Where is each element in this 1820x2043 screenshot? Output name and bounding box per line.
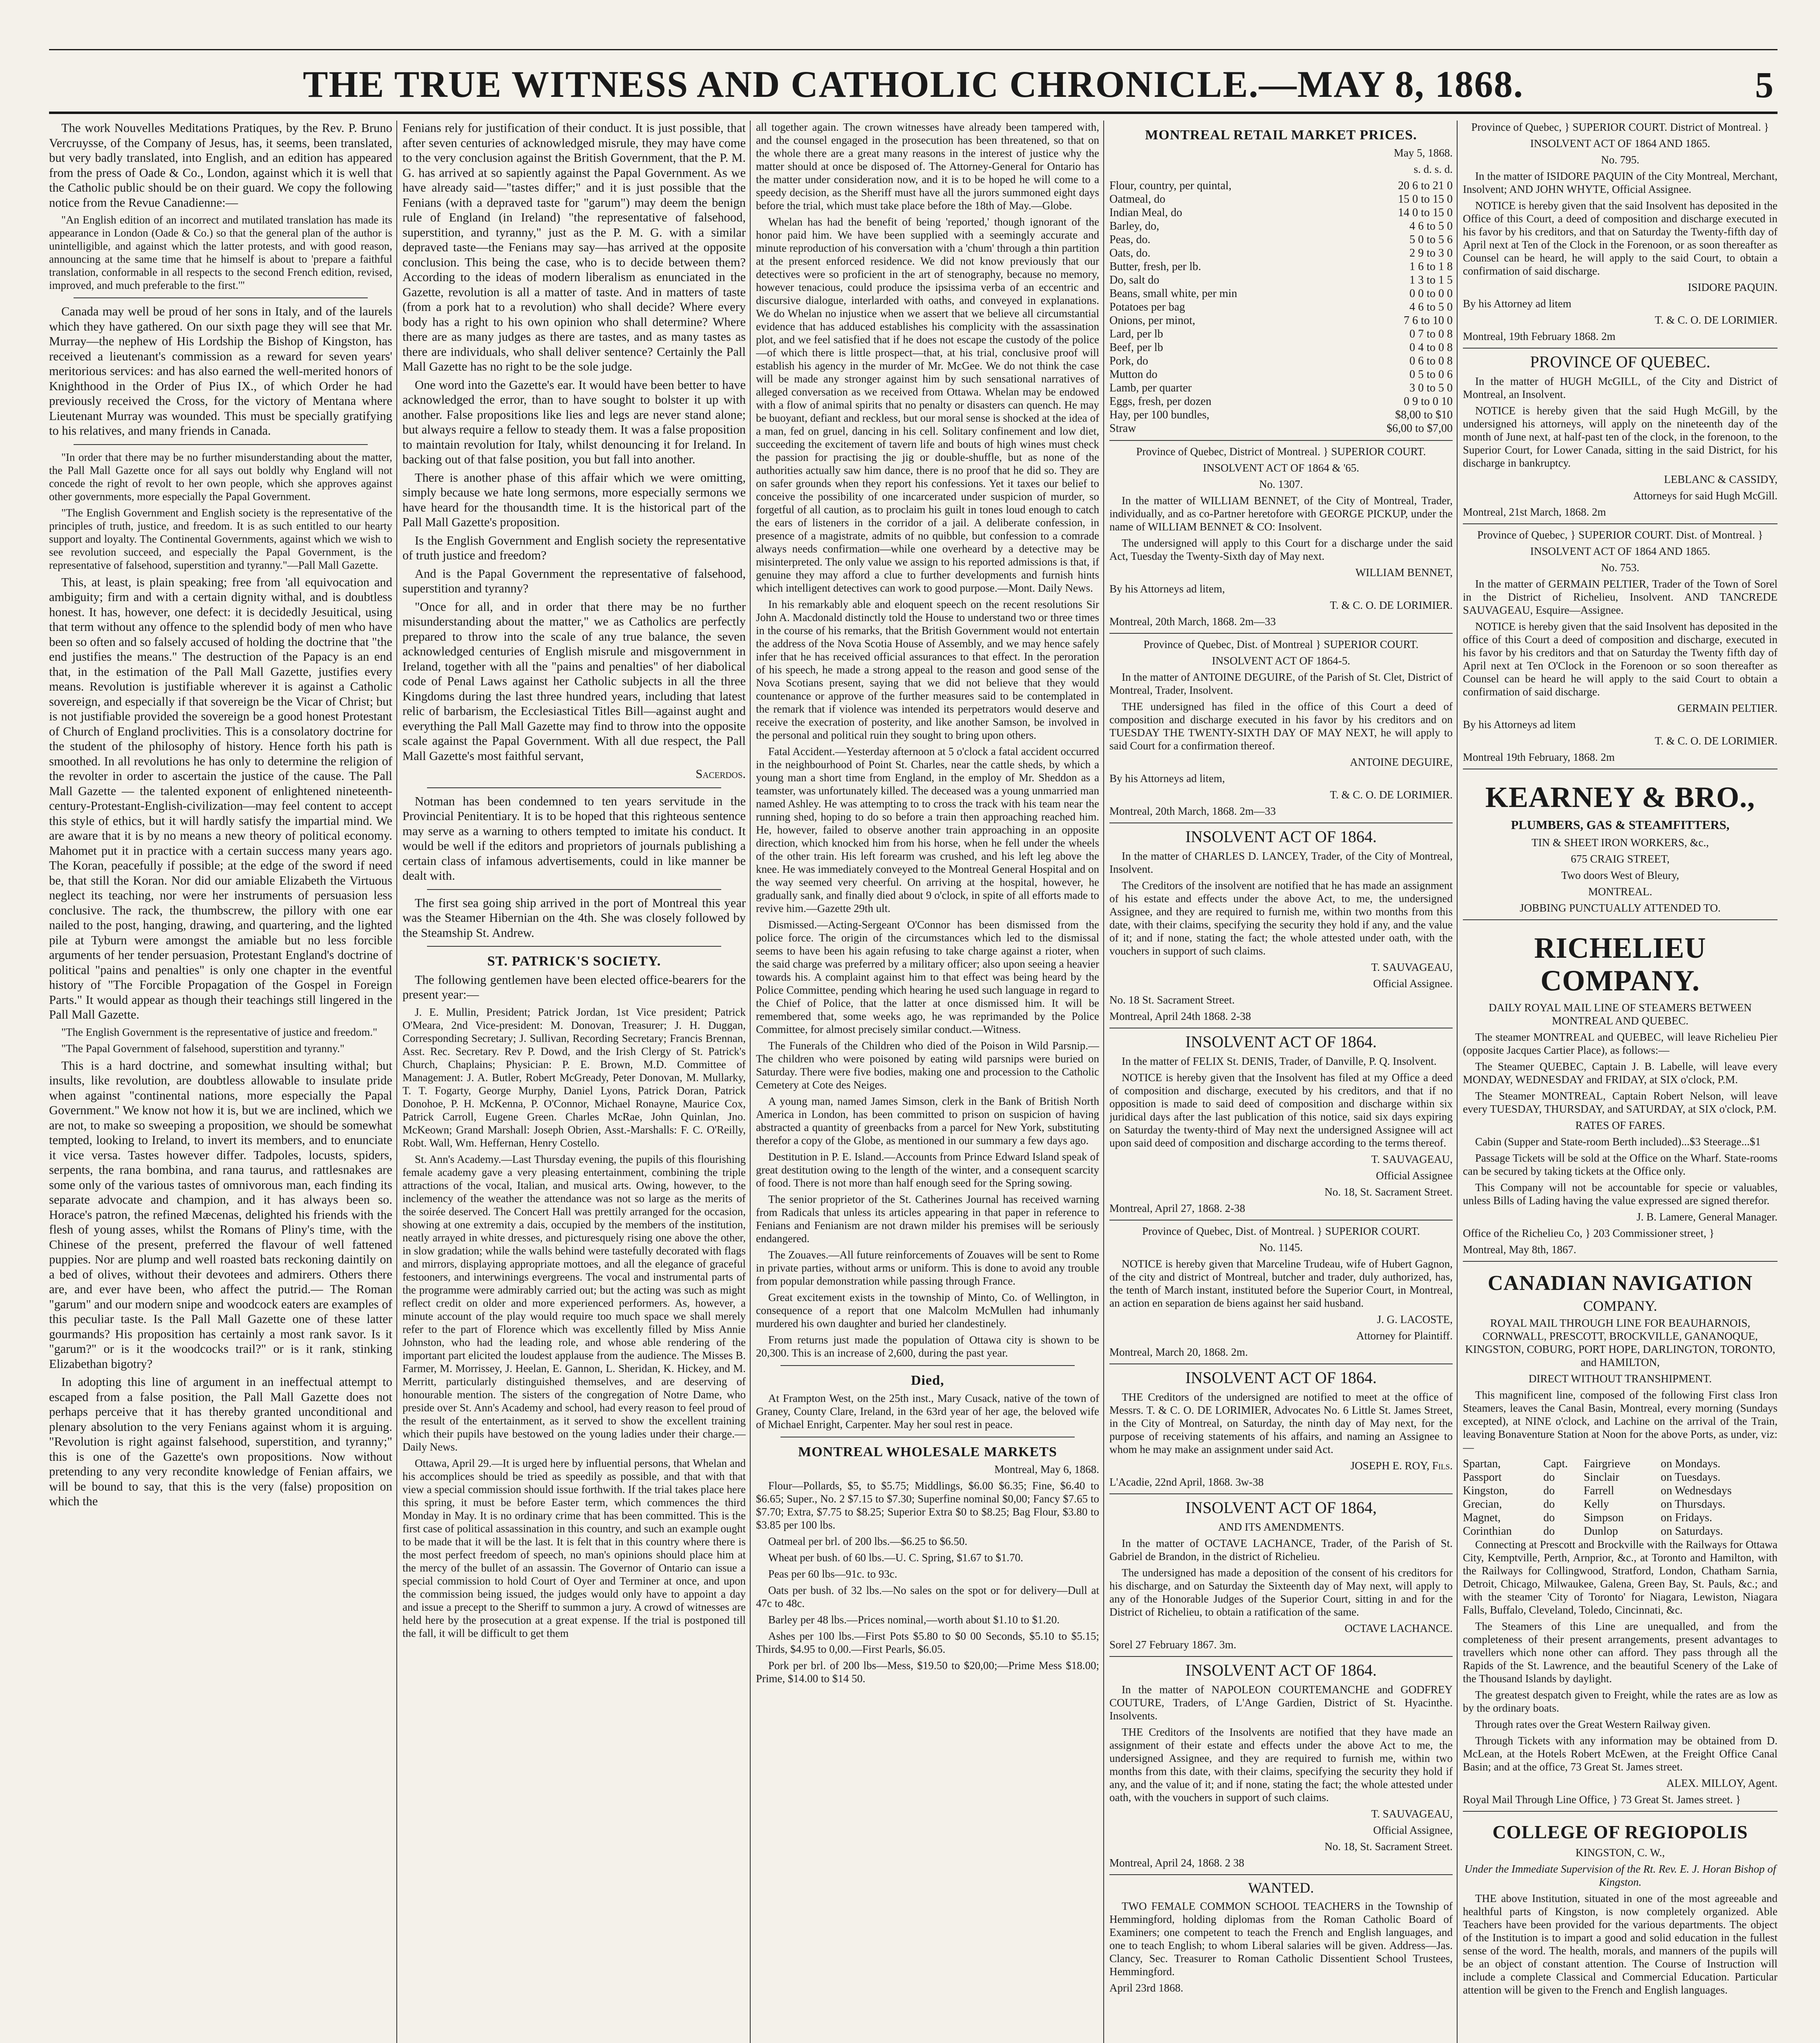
price-value: 1 6 to 1 8	[1409, 260, 1453, 273]
price-item: Oats, do.	[1109, 246, 1151, 259]
column-rule	[1103, 121, 1104, 2043]
divider	[74, 297, 368, 298]
article-paragraph: There is another phase of this affair which we were omitting, simply because we hate long sermons, more especially sermons we have heard for the thousandth time. It is the historical part of the Pall Mall Gazette's proposition.	[402, 470, 746, 529]
notice-date: Montreal, 19th February 1868. 2m	[1463, 330, 1616, 342]
price-value: 3 0 to 5 0	[1409, 381, 1453, 394]
market-date: May 5, 1868.	[1394, 146, 1453, 159]
price-value: 15 0 to 15 0	[1398, 192, 1453, 206]
ad-title: CANADIAN NAVIGATION	[1487, 1271, 1753, 1295]
ad-city: MONTREAL.	[1588, 885, 1652, 898]
schedule-name: Fairgrieve	[1583, 1457, 1631, 1470]
market-date: Montreal, May 6, 1868.	[994, 1463, 1099, 1475]
price-value: 2 9 to 3 0	[1409, 246, 1453, 259]
obituary: At Frampton West, on the 25th inst., Mary Cusack, native of the town of Graney, County Clare, Ireland, in the 63rd year of her age, the beloved wife of Michael Enright, Carpenter. May her soul rest in peace.	[756, 1392, 1099, 1431]
notice-body: In the matter of FELIX St. DENIS, Trader, of Danville, P. Q. Insolvent.	[1122, 1055, 1437, 1067]
notice-signature: ANTOINE DEGUIRE,	[1350, 756, 1453, 768]
price-item: Butter, fresh, per lb.	[1109, 260, 1201, 273]
legal-notice	[1109, 1220, 1453, 1359]
price-item: Mutton do	[1109, 368, 1158, 381]
schedule-row	[1463, 1484, 1778, 1498]
notice-body: In the matter of ANTOINE DEGUIRE, of the Parish of St. Clet, District of Montreal, Trader, Insolvent.	[1109, 671, 1453, 696]
market-line: Oats per bush. of 32 lbs.—No sales on the spot or for delivery—Dull at 47c to 48c.	[756, 1584, 1099, 1609]
article-paragraph: The first sea going ship arrived in the port of Montreal this year was the Steamer Hibernian on the 4th. She was closely followed by the Steamship St. Andrew.	[402, 896, 746, 940]
retail-price-table	[1109, 179, 1453, 435]
column-1	[49, 121, 392, 2043]
legal-notice	[1109, 1028, 1453, 1215]
notice-by: By his Attorney ad litem	[1463, 297, 1572, 310]
price-row	[1109, 354, 1453, 368]
canadian-navigation-advertisement	[1463, 1261, 1778, 1806]
divider	[427, 946, 721, 947]
masthead	[49, 49, 1778, 114]
schedule-day: on Mondays.	[1661, 1457, 1721, 1470]
section-heading: MONTREAL RETAIL MARKET PRICES.	[1145, 127, 1417, 143]
article-paragraph: The senior proprietor of the St. Catherines Journal has received warning from Radicals that unless its articles appearing in that paper in reference to Fenians and Fenianism are not drawn milder his premises will be seriously endangered.	[756, 1193, 1099, 1245]
article-paragraph: Whelan has had the benefit of being 'reported,' though ignorant of the honor paid him. We have been supplied with a seemingly accurate and minute reproduction of his conversation with a 'chum' through a thin partition at the present enforced residence. We did not know previously that our detectives were so proficient in the art of stenography, because no memory, however tenacious, could produce the ipsissima verba of an eccentric and discursive dialogue, interlarded with oaths, and conveyed in explanations. We do Whelan no injustice when we assert that we believe all circumstantial evidence that has adduced establishes his complicity with the assassination plot, and we feel satisfied that if he does not escape the custody of the police—of which there is little prospect—that, at his trial, conclusive proof will establish his agency in the murder of Mr. McGee. We do not think the case will be made any stronger against him by such sensational narratives of alleged conversation as we received from Ottawa. Whelan may be endowed with a flow of animal spirits that no penalty or disasters can quench. He may be buoyant, defiant and reckless, but our moral sense is shocked at the idea of a man, fed on gruel, dancing in his cell. Solitary confinement and low diet, succeeding the excitement of tavern life and bouts of high wines must check the passion for practising the jig or double-shuffle, but as none of the authorities actually saw him dance, there is no proof that he did so. They are on safer grounds when they report his confessions. Yet it taxes our belief to conceive the possibility of one incarcerated under suspicion of murder, so forgetful of all caution, as to proclaim his guilt in tones loud enough to catch the ears of listeners in the corridor of a jail. A deliberate confession, in presence of a magistrate, admits of no quibble, but confession to a comrade always needs confirmation—while one overheard by a detective may be misinterpreted. The only value we assign to his reported admissions is that, if genuine they may afford a clue to further developments and furnish hints which intelligent detectives can work to good purpose.—Mont. Daily News.	[756, 216, 1099, 594]
notice-by: By his Attorneys ad litem,	[1109, 772, 1225, 785]
price-row	[1109, 327, 1453, 341]
ad-body: Passage Tickets will be sold at the Office on the Wharf. State-rooms can be secured by taking tickets at the Office only.	[1463, 1151, 1778, 1177]
ad-body: THE above Institution, situated in one of the most agreeable and healthful parts of Kingston, is now completely organized. Able Teachers have been provided for the various departments. The object of the Institution is to impart a good and solid education in the fullest sense of the word. The health, morals, and manners of the pupils will be an object of constant attention. The Course of Instruction will include a complete Classical and Commercial Education. Particular attention will be given to the French and English languages.	[1463, 1892, 1778, 1996]
notice-role: Official Assignee,	[1373, 1824, 1453, 1836]
article-paragraph: This, at least, is plain speaking; free from 'all equivocation and ambiguity; firm and with a certain dignity withal, and is doubtless honest. It has, however, one defect: it is decidedly Jesuitical, using that term without any offence to the splendid body of men who have been so often and so falsely accused of holding the doctrine that "the end justifies the means." The destruction of the Papacy is an end that, in the estimation of the Pall Mall Gazette, justifies every means. Revolution is justifiable wherever it is against a Catholic sovereign, and especially if that sovereign be the Vicar of Christ; but is not justifiable provided the sovereign be a good honest Protestant of Church of England proclivities. This is a consolatory doctrine for the student of the philosophy of history. Hence forth his path is smoothed. In all revolutions he has only to determine the religion of the revolter in order to ascertain the justice of the cause. The Pall Mall Gazette — the talented exponent of enlightened nineteenth-century-Protestant-English-civilization—may feel content to accept this style of ethics, but it will hardly satisfy the impartial mind. We are aware that it is by no means a new theory of political economy. Mahomet put it in practice with a certain success many years ago. The Koran, peacefully if possible; at the edge of the sword if need be, that still the Koran. Nor did our amiable Elizabeth the Virtuous neglect its teaching, nor were her instruments of persuasion less conclusive. The rack, the thumbscrew, the pillory with one ear nailed to the post, hanging, drawing, and quartering, and the lighted pile at Tyburn were amongst the amiable but no less forcible arguments of her tender persuasion, Protestant England's doctrine of political "pains and penalties" is only one chapter in the eventful history of "The Forcible Propagation of the Gospel in Foreign Parts." It would appear as though their teachings still lingered in the Pall Mall Gazette.	[49, 575, 392, 1022]
price-item: Lard, per lb	[1109, 327, 1163, 340]
section-heading: MONTREAL WHOLESALE MARKETS	[798, 1444, 1057, 1460]
ad-title: KEARNEY & BRO.,	[1485, 781, 1755, 814]
ad-office: Office of the Richelieu Co, } 203 Commissioner street, }	[1463, 1227, 1715, 1239]
schedule-name: Farrell	[1583, 1484, 1614, 1497]
column-2	[402, 121, 746, 2043]
regiopolis-advertisement	[1463, 1811, 1778, 1996]
price-item: Eggs, fresh, per dozen	[1109, 395, 1212, 408]
market-line: Oatmeal per brl. of 200 lbs.—$6.25 to $6.50.	[768, 1535, 968, 1547]
ad-address: 675 CRAIG STREET,	[1571, 852, 1670, 865]
notice-signature: JOSEPH E. ROY, Fils.	[1350, 1459, 1453, 1472]
notice-body: THE undersigned has filed in the office of this Court a deed of composition and discharge executed in his favor by his creditors and on TUESDAY THE TWENTY-SIXTH DAY OF MAY NEXT, he will apply to said Court for a confirmation thereof.	[1109, 700, 1453, 752]
ad-date: April 23rd 1868.	[1109, 1981, 1183, 1994]
price-value: 0 5 to 0 6	[1409, 368, 1453, 381]
schedule-name: Simpson	[1583, 1511, 1624, 1524]
price-item: Potatoes per bag	[1109, 300, 1185, 313]
ad-subtitle: DAILY ROYAL MAIL LINE OF STEAMERS BETWEEN MONTREAL AND QUEBEC.	[1489, 1001, 1752, 1027]
notice-signature: T. SAUVAGEAU,	[1371, 1153, 1453, 1165]
ad-office: Royal Mail Through Line Office, } 73 Great St. James street. }	[1463, 1793, 1741, 1806]
market-line: Ashes per 100 lbs.—First Pots $5.80 to $0 00 Seconds, $5.10 to $5.15; Thirds, $4.95 to 0,00.—First Pearls, $6.05.	[756, 1630, 1099, 1655]
column-5	[1463, 121, 1778, 2043]
notice-signature: OCTAVE LACHANCE.	[1344, 1622, 1453, 1634]
notice-date: Montreal 19th February, 1868. 2m	[1463, 751, 1615, 763]
article-paragraph: In his remarkably able and eloquent speech on the recent resolutions Sir John A. Macdonald distinctly told the House to understand two or three times in the course of his remarks, that the British Government would not entertain the address of the Nova Scotia House of Assembly, and we may hence safely infer that he has received official assurances to that effect. In the peroration of his speech, he made a strong appeal to the reason and good sense of the Nova Scotians present, saying that we did not believe that they would countenance or approve of the further measures said to be contemplated in the remark that if violence was intended its perpetrators would deserve and receive the execration of posterity, and like another Samson, be involved in the personal and political ruin they sought to bring upon others.	[756, 598, 1099, 741]
notice-signature: T. SAUVAGEAU,	[1371, 1807, 1453, 1820]
notice-body: In the matter of GERMAIN PELTIER, Trader of the Town of Sorel in the District of Richelieu, Insolvent. AND TANCREDE SAUVAGEAU, Esquire—Assignee.	[1463, 578, 1778, 616]
schedule-ship: Spartan,	[1463, 1457, 1501, 1470]
notice-date: Montreal, April 24th 1868. 2-38	[1109, 1010, 1251, 1022]
schedule-capt: do	[1543, 1498, 1555, 1511]
notice-number: No. 753.	[1601, 561, 1639, 574]
article-paragraph: The Funerals of the Children who died of the Poison in Wild Parsnip.—The children who were poisoned by eating wild parsnips were buried on Saturday. There were five bodies, making one and procession to the Catholic Cemetery at Cote des Neiges.	[756, 1039, 1099, 1091]
notice-by: By his Attorneys ad litem	[1463, 718, 1576, 731]
notice-signature: ISIDORE PAQUIN.	[1688, 281, 1778, 293]
divider	[427, 889, 721, 890]
notice-body: NOTICE is hereby given that the said Hugh McGill, by the undersigned his attorneys, will apply on the nineteenth day of the month of June next, at half-past ten of the clock, in the forenoon, to the Superior Court, for Lower Canada, sitting in the said District, for his discharge in bankruptcy.	[1463, 405, 1778, 469]
article-paragraph: Great excitement exists in the township of Minto, Co. of Wellington, in consequence of a report that one Malcolm McMullen had inhumanly murdered his own daughter and buried her clandestinely.	[756, 1291, 1099, 1330]
column-rule	[396, 121, 397, 2043]
article-paragraph: A young man, named James Simson, clerk in the Bank of British North America in London, has been committed to prison on suspicion of having abstracted a quantity of greenbacks from a parcel for New York, substituting therefor a copy of the Globe, as mentioned in our summary a few days ago.	[756, 1095, 1099, 1147]
price-item: Do, salt do	[1109, 273, 1160, 286]
article-paragraph: Ottawa, April 29.—It is urged here by influential persons, that Whelan and his accomplices should be tried as speedily as possible, and that with that view a special commission should issue forthwith. If the trial takes place here this spring, it must be before Easter term, which commences the third Monday in May. It is no ordinary crime that has been committed. This is the first case of political assassination in this country, and such an example ought to be made that it will be the last. It is felt that in this country where there is the most perfect freedom of speech, no man's opinions should place him at the mercy of the bullet of an assassin. The Governor of Ontario can issue a special commission to hold Court of Oyer and Terminer at once, and upon the commission being issued, the judges would only have to appoint a day and issue a precept to the Sheriff to summon a jury. A crowd of witnesses are held here by the prosecution at a great expense. If the trial is postponed till the fall, it will be difficult to get them	[402, 1457, 746, 1639]
notice-date: Montreal, 21st March, 1868. 2m	[1463, 506, 1606, 518]
divider	[74, 444, 368, 445]
notice-number: No. 1307.	[1259, 478, 1303, 490]
article-paragraph: all together again. The crown witnesses have already been tampered with, and the counsel engaged in the prosecution has been threatened, so that on the whole there are a great many reasons in the interest of justice why the matter should at once be disposed of. The Attorney-General for Ontario has the matter under consideration now, and it is to be hoped he will come to a speedy decision, as the Sheriff must have all the jurors summoned eight days before the trial, which must take place before the 18th of May.—Globe.	[756, 121, 1099, 212]
schedule-name: Kelly	[1583, 1498, 1609, 1511]
schedule-ship: Passport	[1463, 1471, 1502, 1484]
notice-heading: Province of Quebec, } SUPERIOR COURT. District of Montreal. }	[1471, 121, 1769, 133]
price-item: Pork, do	[1109, 354, 1148, 367]
price-value: 4 6 to 5 0	[1409, 219, 1453, 232]
notice-title: PROVINCE OF QUEBEC.	[1530, 353, 1710, 371]
schedule-day: on Thursdays.	[1661, 1498, 1726, 1511]
ad-title: COLLEGE OF REGIOPOLIS	[1492, 1822, 1748, 1842]
notice-title: INSOLVENT ACT OF 1864-5.	[1212, 654, 1350, 667]
notice-body: In the matter of NAPOLEON COURTEMANCHE and GODFREY COUTURE, Traders, of L'Ange Gardien, District of St. Hyacinthe. Insolvents.	[1109, 1683, 1453, 1722]
legal-notice	[1109, 633, 1453, 818]
notice-body: NOTICE is hereby given that the said Insolvent has deposited in the office of this Court a deed of composition and discharge, executed in his favor by his creditors and that on Saturday the Twenty fifth day of April next at Ten O'Clock in the Forenoon or so soon thereafter as Counsel can be heard he will apply to the said Court to obtain a confirmation of said discharge.	[1463, 620, 1778, 698]
ad-subtitle: ROYAL MAIL THROUGH LINE FOR BEAUHARNOIS, CORNWALL, PRESCOTT, BROCKVILLE, GANANOQUE, KINGSTON, COBURG, PORT HOPE, DARLINGTON, TORONTO, and HAMILTON,	[1465, 1317, 1775, 1368]
notice-role: Official Assignee.	[1373, 977, 1453, 990]
ad-address: Two doors West of Bleury,	[1561, 869, 1679, 881]
notice-signature: T. & C. O. DE LORIMIER.	[1655, 314, 1778, 326]
article-paragraph: Destitution in P. E. Island.—Accounts from Prince Edward Island speak of great destitution owing to the length of the winter, and a consequent scarcity of food. There is not more than half enough seed for the Spring sowing.	[756, 1151, 1099, 1189]
quote-paragraph: "In order that there may be no further misunderstanding about the matter, the Pall Mall Gazette once for all says out boldly why England will not concede the right of revolt to her own people, which she approves against other governments, more especially the Papal Government.	[49, 451, 392, 503]
price-units: s. d. s. d.	[1413, 163, 1453, 175]
price-row	[1109, 273, 1453, 287]
ad-title: RICHELIEU COMPANY.	[1534, 931, 1706, 997]
price-value: 5 0 to 5 6	[1409, 233, 1453, 246]
article-paragraph: The Zouaves.—All future reinforcements of Zouaves will be sent to Rome in private parties, without arms or uniform. This is done to avoid any trouble from popular demonstration while passing through France.	[756, 1249, 1099, 1287]
price-value: 4 6 to 5 0	[1409, 300, 1453, 313]
article-paragraph: This is a hard doctrine, and somewhat insulting withal; but insults, like revolution, are doubtless allowable to insulate pride when against "continental nations, more especially the Papal Government." We know not how it is, but we are inclined, which we are not, to make so sweeping a proposition, we should be somewhat tempted, looking to Ireland, to invert its members, and to enunciate it vice versa. Tastes however differ. Tadpoles, locusts, spiders, serpents, the rana bombina, and rana taurus, and rattlesnakes are some only of the various tastes of omnivorous man, each finding its separate advocate and champion, and it has always been so. Horace's patron, the refined Mæcenas, delighted his friends with the flesh of young asses, whilst the Romans of Pliny's time, with the Chinese of the present, preferred the flavour of well fattened puppies. Nor are plump and well roasted bats reckoning daintily on a bed of olives, without their devotees and admirers. Others there are, and ever have been, who affect the putrid.— The Roman "garum" and our modern snipe and woodcock eaters are examples of this peculiar taste. Is the Pall Mall Gazette one of these latter gourmands? His proposition has certainly a most rank savor. Is it "garum?" or is it the woodcocks trail?" or is it rank, stinking Elizabethan bigotry?	[49, 1058, 392, 1371]
price-value: $8,00 to $10	[1395, 408, 1453, 421]
price-value: 20 6 to 21 0	[1398, 179, 1453, 192]
ad-signature: J. B. Lamere, General Manager.	[1637, 1210, 1778, 1223]
schedule-day: on Fridays.	[1661, 1511, 1713, 1524]
ad-rates: Cabin (Supper and State-room Berth included)...$3 Steerage...$1	[1475, 1135, 1761, 1148]
market-line: Flour—Pollards, $5, to $5.75; Middlings, $6.00 $6.35; Fine, $6.40 to $6.65; Super., No. 2 $7.15 to $7.30; Superfine nominal $0,00; Fancy $7.65 to $7.70; Extra, $7.75 to $8.25; Superior Extra $0 to $8.25; Bag Flour, $3.80 to $3.85 per 100 lbs.	[756, 1480, 1099, 1531]
price-row	[1109, 233, 1453, 246]
article-paragraph: The work Nouvelles Meditations Pratiques, by the Rev. P. Bruno Vercruysse, of the Company of Jesus, has, it seems, been translated, but very badly translated, into English, and an edition has appeared from the press of Oade & Co., London, against which it is well that the Catholic public should be on their guard. We copy the following notice from the Revue Canadienne:—	[49, 121, 392, 210]
quote-paragraph: "The English Government is the representative of justice and freedom."	[61, 1026, 378, 1038]
price-row	[1109, 260, 1453, 273]
divider	[427, 787, 721, 788]
price-item: Beans, small white, per min	[1109, 287, 1237, 300]
price-row	[1109, 219, 1453, 233]
newspaper-title: THE TRUE WITNESS AND CATHOLIC CHRONICLE.—MAY 8, 1868.	[303, 63, 1524, 105]
steamer-schedule-table	[1463, 1457, 1778, 1538]
notice-heading: Province of Quebec, } SUPERIOR COURT. Dist. of Montreal. }	[1477, 529, 1763, 541]
article-paragraph: In adopting this line of argument in an ineffectual attempt to escaped from a false position, the Pall Mall Gazette does not perhaps perceive that it has thereby granted unconditional and plenary absolution to the very Fenians against whom it is arguing. "Revolution is right against falsehood, superstition, and tyranny;" this is one of the Gazette's own propositions. Now without pretending to any very recondite knowledge of Fenian affairs, we will be bound to say, that this is the very (false) proposition on which the	[49, 1375, 392, 1508]
notice-role: Attorneys for said Hugh McGill.	[1633, 490, 1778, 502]
price-item: Lamb, per quarter	[1109, 381, 1192, 394]
divider	[780, 1365, 1075, 1366]
legal-notice	[1109, 823, 1453, 1023]
ad-body: The steamer MONTREAL and QUEBEC, will leave Richelieu Pier (opposite Jacques Cartier Place), as follows:—	[1463, 1030, 1778, 1056]
schedule-ship: Grecian,	[1463, 1498, 1502, 1511]
article-paragraph: Is the English Government and English society the representative of truth justice and freedom?	[402, 533, 746, 562]
notice-date: Montreal, 20th March, 1868. 2m—33	[1109, 615, 1276, 628]
notice-body: In the matter of CHARLES D. LANCEY, Trader, of the City of Montreal, Insolvent.	[1109, 849, 1453, 875]
notice-heading: Province of Quebec, Dist. of Montreal. } SUPERIOR COURT.	[1142, 1225, 1420, 1237]
price-value: 1 3 to 1 5	[1409, 273, 1453, 286]
schedule-ship: Kingston,	[1463, 1484, 1508, 1497]
ad-body: This Company will not be accountable for specie or valuables, unless Bills of Lading having the value expressed are signed therefor.	[1463, 1181, 1778, 1207]
notice-title: INSOLVENT ACT OF 1864.	[1185, 1368, 1377, 1387]
ad-subtitle: PLUMBERS, GAS & STEAMFITTERS,	[1511, 818, 1730, 832]
article-paragraph: One word into the Gazette's ear. It would have been better to have acknowledged the error, than to have sought to bolster it up with another. False propositions like lies and legs are never stand alone; but always require a fellow to steady them. It was a false proposition to maintain revolution for Italy, whilst denouncing it for Ireland. In backing out of that false position, you but fall into another.	[402, 378, 746, 466]
notice-body: The Creditors of the insolvent are notified that he has made an assignment of his estate and effects under the above Act, to me, the undersigned Assignee, and they are required to furnish me, within two months from this date, with their claims, specifying the security they hold if any, and the value of it; and if none, stating the fact; the whole attested under oath, with the vouchers in support of such claims.	[1109, 879, 1453, 957]
notice-body: NOTICE is hereby given that the said Insolvent has deposited in the Office of this Court, a deed of composition and discharge executed in his favor by his creditors, and that on Saturday the Twenty-fifth day of April next at Ten of the Clock in the Forenoon, or as soon thereafter as Counsel can be heard, he will apply to the said Court, to obtain a confirmation of said discharge.	[1463, 199, 1778, 277]
notice-signature: T. & C. O. DE LORIMIER.	[1330, 599, 1453, 611]
schedule-day: on Wednesdays	[1661, 1484, 1732, 1497]
legal-notice	[1109, 1363, 1453, 1489]
notice-heading: Province of Quebec, Dist. of Montreal } SUPERIOR COURT.	[1143, 638, 1419, 650]
richelieu-advertisement	[1463, 919, 1778, 1256]
price-item: Indian Meal, do	[1109, 206, 1183, 219]
ad-body: The greatest despatch given to Freight, while the rates are as low as by the ordinary boats.	[1463, 1689, 1778, 1714]
price-item: Hay, per 100 bundles,	[1109, 408, 1210, 421]
notice-number: No. 795.	[1601, 154, 1639, 166]
price-item: Onions, per minot,	[1109, 314, 1195, 327]
ad-rates-heading: RATES OF FARES.	[1575, 1119, 1665, 1131]
notice-title: INSOLVENT ACT OF 1864.	[1185, 827, 1377, 846]
price-row	[1109, 368, 1453, 381]
ad-direct: DIRECT WITHOUT TRANSHIPMENT.	[1528, 1372, 1712, 1385]
schedule-capt: do	[1543, 1511, 1555, 1524]
notice-signature: LEBLANC & CASSIDY,	[1664, 473, 1778, 485]
notice-title: INSOLVENT ACT OF 1864,	[1185, 1498, 1377, 1517]
notice-body: THE Creditors of the undersigned are notified to meet at the office of Messrs. T. & C. O. DE LORIMIER, Advocates No. 6 Little St. James Street, in the City of Montreal, on Saturday, the ninth day of May next, for the purpose of receiving statements of his affairs, and naming an Assignee to whom he may make an assignment under said Act.	[1109, 1390, 1453, 1455]
notice-by: By his Attorneys ad litem,	[1109, 582, 1225, 595]
notice-title: INSOLVENT ACT OF 1864.	[1185, 1032, 1377, 1051]
section-heading: Died,	[911, 1373, 944, 1388]
legal-notice	[1463, 523, 1778, 764]
market-line: Barley per 48 lbs.—Prices nominal,—worth about $1.10 to $1.20.	[768, 1614, 1060, 1626]
ad-signature: ALEX. MILLOY, Agent.	[1666, 1777, 1778, 1789]
schedule-capt: do	[1543, 1484, 1555, 1497]
ad-body: TWO FEMALE COMMON SCHOOL TEACHERS in the Township of Hemmingford, holding diplomas from the Roman Catholic Board of Examiners; one competent to teach the French and English languages, and one to teach English; to whom Liberal salaries will be given. Address—Jas. Clancy, Sec. Treasurer to Roman Catholic Dissentient School Trustees, Hemmingford.	[1109, 1900, 1453, 1978]
price-row	[1109, 408, 1453, 422]
notice-body: In the matter of OCTAVE LACHANCE, Trader, of the Parish of St. Gabriel de Brandon, in the district of Richelieu.	[1109, 1537, 1453, 1562]
price-value: 0 6 to 0 8	[1409, 354, 1453, 367]
notice-signature: J. G. LACOSTE,	[1377, 1313, 1453, 1325]
price-value: 7 6 to 10 0	[1404, 314, 1453, 327]
schedule-row	[1463, 1471, 1778, 1484]
price-row	[1109, 381, 1453, 395]
quote-paragraph: "An English edition of an incorrect and mutilated translation has made its appearance in London (Oade & Co.) so that the general plan of the author is unintelligible, and against which the latter protests, and with good reason, announcing at the same time that he himself is about to 'prepare a faithful translation, conformable in all respects to the second French edition, revised, improved, and much preferable to the first.'"	[49, 214, 392, 291]
price-row	[1109, 192, 1453, 206]
ad-body: Through rates over the Great Western Railway given.	[1475, 1718, 1711, 1730]
schedule-capt: do	[1543, 1471, 1555, 1484]
article-signature: Sacerdos.	[695, 767, 746, 781]
price-value: 14 0 to 15 0	[1398, 206, 1453, 219]
market-line: Wheat per bush. of 60 lbs.—U. C. Spring, $1.67 to $1.70.	[768, 1551, 1023, 1564]
article-paragraph: Canada may well be proud of her sons in Italy, and of the laurels which they have gathered. On our sixth page they will see that Mr. Murray—the nephew of His Lordship the Bishop of Kingston, has received a lieutenant's commission as a reward for seven years' meritorious services: and has also earned the well-merited honors of Knighthood in the Order of Pius IX., of which Order he had previously received the Cross, for the victory of Mentana where Lieutenant Murray was wounded. This must be specially gratifying to his relatives, and many friends in Canada.	[49, 304, 392, 438]
market-line: Peas per 60 lbs—91c. to 93c.	[768, 1568, 897, 1580]
price-row	[1109, 341, 1453, 354]
wanted-ad	[1109, 1874, 1453, 1994]
price-value: 0 9 to 0 10	[1404, 395, 1453, 408]
article-paragraph: J. E. Mullin, President; Patrick Jordan, 1st Vice president; Patrick O'Meara, 2nd Vice-president: M. Donovan, Treasurer; J. H. Duggan, Corresponding Secretary; J. Sullivan, Recording Secretary; Francis Brennan, Asst. Rec. Secretary. Rev P. Dowd, and the Irish Clergy of St. Patrick's Church, Chaplains; Physician: P. E. Brown, M.D. Committee of Management: J. A. Butler, Robert McGready, Peter Donovan, M. Mullarky, T. T. Fogarty, George Murphy, Daniel Lyons, Patrick Doran, Patrick Donohoe, P. H. McKenna, P. O'Connor, Michael Ronayne, Maurice Cox, Patrick Carroll, Eugene Green. Charles McRae, John Quinlan, Jno. McKeown; Grand Marshall: Joseph Obrien, Asst.-Marshalls: F. C. O'Reilly, Robt. Wall, Wm. Heffernan, Henry Costello.	[402, 1006, 746, 1149]
article-paragraph: Fatal Accident.—Yesterday afternoon at 5 o'clock a fatal accident occurred in the neighbourhood of Point St. Charles, near the cattle sheds, by which a young man a short time from England, in the employ of Mr. Sheddon as a teamster, was unfortunately killed. The deceased was a young unmarried man named Ashley. He was attempting to to cross the track with his team near the running shed, hoping to do so before a train then approaching reached him. He, however, failed to observe another train approaching in an opposite direction, which knocked him from his horse, when he fell under the wheels of the other train. His left forearm was crushed, and his left leg above the knee. He was immediately conveyed to the Montreal General Hospital and on the way seemed very cheerful. On arriving at the hospital, however, he gradually sank, and finally died about 9 o'clock, in spite of all efforts made to revive him.—Gazette 29th ult.	[756, 745, 1099, 914]
column-rule	[1457, 121, 1458, 2043]
notice-body: NOTICE is hereby given that the Insolvent has filed at my Office a deed of composition and discharge, executed by his creditors, and that if no opposition is made to said deed of composition and discharge within six juridical days after the last publication of this notice, said six days expiring on Saturday the twenty-third of May next the undersigned Assignee will act upon said deed of composition and discharge according to the terms thereof.	[1109, 1071, 1453, 1149]
ad-note: JOBBING PUNCTUALLY ATTENDED TO.	[1520, 901, 1721, 914]
legal-notice	[1109, 440, 1453, 628]
article-paragraph: "Once for all, and in order that there may be no further misunderstanding about the matter," we as Catholics are perfectly prepared to throw into the scale of any true balance, the seven acknowledged centuries of English misrule and misgovernment in Ireland, together with all the "pains and penalties" of her diabolical code of Penal Laws against her Catholic subjects in all the three Kingdoms during the last three hundred years, including that latest relic of barbarism, the Ecclesiastical Titles Bill—against aught and everything the Pall Mall Gazette may find to throw into the opposite scale against the Papal Government. With all due respect, the Pall Mall Gazette's most faithful servant,	[402, 599, 746, 763]
article-paragraph: Fenians rely for justification of their conduct. It is just possible, that after seven centuries of acknowledged misrule, they may have come to the very conclusion against the British Government, that the P. M. G. has arrived at so sapiently against the Papal Government. As we have already said—"tastes differ;" and it is just possible that the Fenians (with a depraved taste for "garum") may deem the benign rule of England (in Ireland) "the representative of falsehood, superstition, and tyranny," just as the P. M. G. with a similar depraved taste—the Fenians may say—has arrived at the opposite conclusion. This being the case, who is to decide between them? According to the ideas of modern liberalism as enunciated in the Gazette, revolution is all a matter of taste. And in matters of taste (from a pork hat to a revolution) who shall decide? Where every body has a right to his own opinion who shall determine? Where there are as many judges as there are tastes, and as many tastes as there are individuals, who shall deliver sentence? Certainly the Pall Mall Gazette has no right to be the sole judge.	[402, 121, 746, 373]
notice-address: No. 18 St. Sacrament Street.	[1109, 993, 1235, 1006]
article-paragraph: Notman has been condemned to ten years servitude in the Provincial Penitentiary. It is to be hoped that this righteous sentence may serve as a warning to others tempted to imitate his conduct. It would be well if the editors and proprietors of journals publishing a certain class of infamous advertisements, could in like manner be dealt with.	[402, 794, 746, 883]
ad-body: Through Tickets with any information may be obtained from D. McLean, at the Hotels Robert McEwen, at the Freight Office Canal Basin; and at the office, 73 Great St. James street.	[1463, 1735, 1778, 1773]
ad-title: WANTED.	[1248, 1879, 1314, 1896]
section-heading: ST. PATRICK'S SOCIETY.	[487, 954, 661, 969]
notice-date: Sorel 27 February 1867. 3m.	[1109, 1638, 1236, 1651]
notice-body: THE Creditors of the Insolvents are notified that they have made an assignment of their estate and effects under the above Act to me, the undersigned Assignee, and they are required to furnish me, within two months from this date, with their claims, specifying the security they hold if any, and the value of it; and if none, stating the fact; the whole attested under oath, with the vouchers in support of such claims.	[1109, 1726, 1453, 1804]
schedule-row	[1463, 1498, 1778, 1511]
schedule-day: on Saturdays.	[1661, 1525, 1723, 1538]
price-row	[1109, 206, 1453, 219]
notice-body: In the matter of HUGH McGILL, of the City and District of Montreal, an Insolvent.	[1463, 375, 1778, 400]
page-number: 5	[1755, 65, 1773, 105]
price-item: Straw	[1109, 422, 1136, 435]
price-row	[1109, 314, 1453, 327]
notice-date: Montreal, April 27, 1868. 2-38	[1109, 1202, 1245, 1214]
schedule-capt: do	[1543, 1525, 1555, 1538]
price-item: Beef, per lb	[1109, 341, 1163, 354]
schedule-ship: Magnet,	[1463, 1511, 1501, 1524]
ad-patron: Under the Immediate Supervision of the Rt. Rev. E. J. Horan Bishop of Kingston.	[1464, 1863, 1776, 1888]
legal-notice	[1109, 1656, 1453, 1869]
ad-body: The Steamer QUEBEC, Captain J. B. Labelle, will leave every MONDAY, WEDNESDAY and FRIDAY, at SIX o'clock, P.M.	[1463, 1060, 1778, 1086]
legal-notice	[1109, 1493, 1453, 1651]
notice-subtitle: AND ITS AMENDMENTS.	[1218, 1520, 1344, 1533]
price-row	[1109, 246, 1453, 260]
notice-title: INSOLVENT ACT OF 1864 AND 1865.	[1530, 137, 1710, 150]
article-paragraph: The following gentlemen have been elected office-bearers for the present year:—	[402, 972, 746, 1001]
article-paragraph: And is the Papal Government the representative of falsehood, superstition and tyranny?	[402, 566, 746, 595]
legal-notice	[1463, 348, 1778, 519]
ad-body: This magnificent line, composed of the following First class Iron Steamers, leaves the Canal Basin, Montreal, every morning (Sundays excepted), at NINE o'clock, and Lachine on the arrival of the Train, leaving Bonaventure Station at Noon for the above Ports, as under, viz:—	[1463, 1389, 1778, 1453]
notice-date: L'Acadie, 22nd April, 1868. 3w-38	[1109, 1475, 1264, 1488]
notice-body: In the matter of WILLIAM BENNET, of the City of Montreal, Trader, individually, and as co-Partner heretofore with GEORGE PICKUP, under the name of WILLIAM BENNET & CO: Insolvent.	[1109, 494, 1453, 533]
notice-role: Official Assignee	[1376, 1169, 1453, 1182]
price-row	[1109, 395, 1453, 408]
price-value: 0 0 to 0 0	[1409, 287, 1453, 300]
notice-signature: T. & C. O. DE LORIMIER.	[1330, 788, 1453, 801]
kearney-advertisement	[1463, 769, 1778, 914]
article-paragraph: From returns just made the population of Ottawa city is shown to be 20,300. This is an increase of 2,600, during the past year.	[756, 1334, 1099, 1359]
notice-heading: Province of Quebec, District of Montreal. } SUPERIOR COURT.	[1136, 445, 1426, 458]
notice-address: No. 18, St. Sacrament Street.	[1324, 1185, 1453, 1198]
ad-body: The Steamers of this Line are unequalled, and from the completeness of their present arrangements, present advantages to travellers which none other can afford. They pass through all the Rapids of the St. Lawrence, and the beautiful Scenery of the Lake of the Thousand Islands by daylight.	[1463, 1620, 1778, 1685]
article-paragraph: St. Ann's Academy.—Last Thursday evening, the pupils of this flourishing female academy gave a very pleasing entertainment, combining the triple attractions of the vocal, Italian, and musical arts. Owing, however, to the inclemency of the weather the attendance was not so large as the merits of the soirée deserved. The Concert Hall was prettily arranged for the occasion, showing at one extremity a dais, occupied by the members of the institution, neatly arrayed in white dresses, and picturesquely rising one above the other, in slow gradation; while the walls behind were tastefully decorated with flags and mirrors, displaying appropriate mottoes, and all the elegance of graceful festooners, and interwinings evergreens. The vocal and instrumental parts of the programme were admirably carried out; but the acting was such as might reflect credit on older and more experienced performers. As, however, a minute account of the play would require too much space we shall merely refer to the part of Florence which was excellently filled by Miss Annie Johnston, who had the leading role, and whose able rendering of the important part elicited the loudest applause from the audience. The Misses B. Farmer, M. Morrissey, J. Heelan, E. Gannon, L. Sheridan, K. Hickey, and M. Merritt, particularly distinguished themselves, and are deserving of honourable mention. The sisters of the congregation of Notre Dame, who preside over St. Ann's Academy and school, had every reason to feel proud of the result of the entertainment, as it served to show the excellent training which their pupils have bestowed on the young ladies under their charge.—Daily News.	[402, 1153, 746, 1453]
notice-signature: T. SAUVAGEAU,	[1371, 961, 1453, 973]
notice-number: No. 1145.	[1259, 1241, 1303, 1254]
notice-title: INSOLVENT ACT OF 1864 & '65.	[1203, 461, 1359, 474]
ad-date: Montreal, May 8th, 1867.	[1463, 1243, 1576, 1256]
notice-body: NOTICE is hereby given that Marceline Trudeau, wife of Hubert Gagnon, of the city and district of Montreal, butcher and trader, duly authorized, has, the tenth of March instant, instituted before the Superior Court, in Montreal, an action en separation de biens against her said husband.	[1109, 1257, 1453, 1309]
column-3	[756, 121, 1099, 2043]
schedule-capt: Capt.	[1543, 1457, 1568, 1470]
price-value: $6,00 to $7,00	[1386, 422, 1453, 435]
ad-body: The Steamer MONTREAL, Captain Robert Nelson, will leave every TUESDAY, THURSDAY, and SATURDAY, at SIX o'clock, P.M.	[1463, 1089, 1778, 1115]
ad-place: KINGSTON, C. W.,	[1575, 1846, 1665, 1859]
price-row	[1109, 179, 1453, 192]
notice-role: Attorney for Plaintiff.	[1356, 1329, 1453, 1342]
notice-address: No. 18, St. Sacrament Street.	[1324, 1840, 1453, 1853]
price-item: Barley, do,	[1109, 219, 1159, 232]
price-item: Oatmeal, do	[1109, 192, 1165, 206]
notice-date: Montreal, March 20, 1868. 2m.	[1109, 1346, 1248, 1358]
notice-signature: GERMAIN PELTIER.	[1677, 702, 1778, 714]
price-value: 0 7 to 0 8	[1409, 327, 1453, 340]
column-rule	[750, 121, 751, 2043]
notice-date: Montreal, April 24, 1868. 2 38	[1109, 1856, 1244, 1869]
notice-signature: WILLIAM BENNET,	[1355, 566, 1453, 579]
notice-title: INSOLVENT ACT OF 1864.	[1185, 1661, 1377, 1679]
price-row	[1109, 287, 1453, 300]
notice-body: The undersigned will apply to this Court for a discharge under the said Act, Tuesday the Twenty-Sixth day of May next.	[1109, 536, 1453, 562]
schedule-row	[1463, 1457, 1778, 1471]
schedule-name: Dunlop	[1583, 1525, 1618, 1538]
notice-date: Montreal, 20th March, 1868. 2m—33	[1109, 805, 1276, 817]
quote-paragraph: "The English Government and English society is the representative of the principles of truth, justice, and freedom. It is as such entitled to our hearty support and loyalty. The Continental Governments, against which we wish to see revolution succeed, and especially the Papal Government, is the representative of falsehood, superstition and tyranny."—Pall Mall Gazette.	[49, 506, 392, 571]
notice-body: In the matter of ISIDORE PAQUIN of the City Montreal, Merchant, Insolvent; AND JOHN WHYTE, Official Assignee.	[1463, 170, 1778, 195]
article-paragraph: Dismissed.—Acting-Sergeant O'Connor has been dismissed from the police force. The origin of the circumstances which led to the dismissal seems to have been his again refusing to take charge against a rioter, when the said charge was preferred by a military officer; also upon seeing a heavier towards his. A complaint against him to that effect was being heard by the Police Committee, pending which hearing he used such language in regard to the Chief of Police, that the latter at once dismissed him. It will be remembered that, some weeks ago, he was reprimanded by the Police Committee, for almost precisely similar conduct.—Witness.	[756, 919, 1099, 1035]
column-4	[1109, 121, 1453, 2043]
notice-body: The undersigned has made a deposition of the consent of his creditors for his discharge, and on Saturday the Sixteenth day of May next, will apply to any of the Honorable Judges of the Superior Court, sitting in and for the District of Richelieu, to obtain a ratification of the same.	[1109, 1566, 1453, 1618]
schedule-ship: Corinthian	[1463, 1525, 1512, 1538]
schedule-row	[1463, 1524, 1778, 1538]
market-line: Pork per brl. of 200 lbs—Mess, $19.50 to $20,00;—Prime Mess $18.00; Prime, $14.00 to $14 50.	[756, 1659, 1099, 1685]
price-item: Peas, do.	[1109, 233, 1151, 246]
schedule-row	[1463, 1511, 1778, 1524]
ad-company: COMPANY.	[1583, 1297, 1657, 1314]
quote-paragraph: "The Papal Government of falsehood, superstition and tyranny."	[61, 1042, 344, 1055]
ad-line: TIN & SHEET IRON WORKERS, &c.,	[1532, 836, 1709, 849]
notice-title: INSOLVENT ACT OF 1864 AND 1865.	[1530, 545, 1710, 557]
schedule-day: on Tuesdays.	[1661, 1471, 1721, 1484]
price-item: Flour, country, per quintal,	[1109, 179, 1232, 192]
price-row	[1109, 300, 1453, 314]
price-row	[1109, 422, 1453, 435]
legal-notice	[1463, 121, 1778, 343]
ad-body: Connecting at Prescott and Brockville with the Railways for Ottawa City, Kemptville, Perth, Arnprior, &c., at Toronto and Hamilton, with the Railways for Collingwood, Stratford, London, Chatham Sarnia, Detroit, Chicago, Milwaukee, Galena, Green Bay, St. Pauls, &c.; and with the steamer 'City of Toronto' for Niagara, Lewiston, Niagara Falls, Buffalo, Cleveland, Toledo, Cincinnati, &c.	[1463, 1538, 1778, 1616]
notice-signature: T. & C. O. DE LORIMIER.	[1655, 735, 1778, 747]
schedule-name: Sinclair	[1583, 1471, 1619, 1484]
price-value: 0 4 to 0 8	[1409, 341, 1453, 354]
